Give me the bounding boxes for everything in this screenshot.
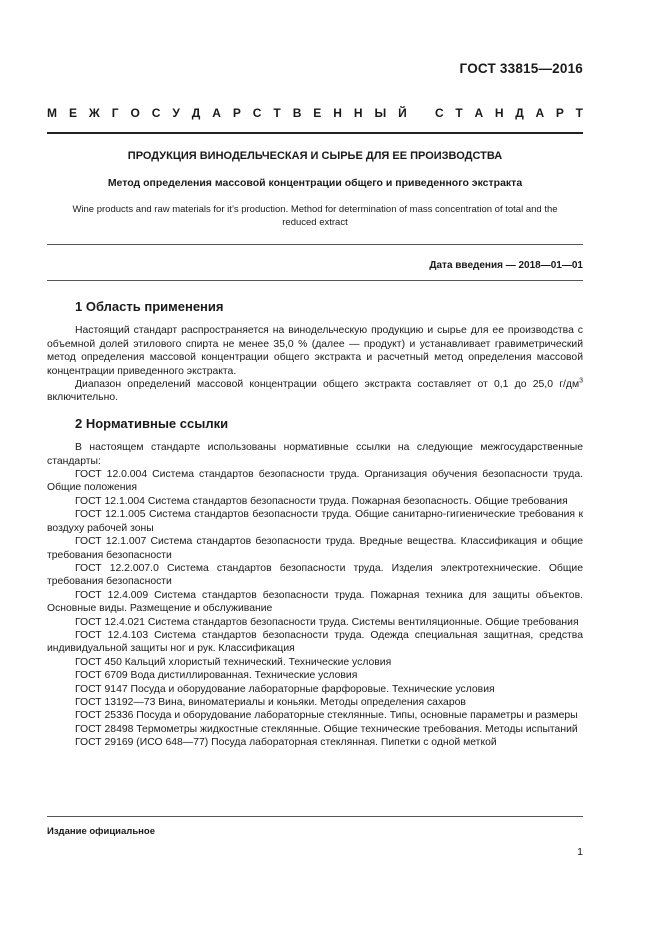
introduction-date: Дата введения — 2018—01—01 [429, 260, 583, 271]
reference-item: ГОСТ 450 Кальций хлористый технический. Технические условия [75, 656, 392, 668]
english-title [47, 203, 583, 229]
document-subtitle: Метод определения массовой концентрации общего и приведенного экстракта [107, 177, 523, 189]
english-title-line-2: reduced extract [282, 217, 348, 228]
reference-item: ГОСТ 28498 Термометры жидкостные стеклянные. Общие технические требования. Методы испытаний [75, 723, 578, 735]
scope-paragraph-2 [47, 378, 583, 405]
reference-item: ГОСТ 12.1.005 Система стандартов безопасности труда. Общие санитарно-гигиенические требования к воздуху рабочей зоны [47, 509, 583, 534]
section-2-heading: 2 Нормативные ссылки [75, 415, 229, 431]
reference-item: ГОСТ 12.1.007 Система стандартов безопасности труда. Вредные вещества. Классификация и общие требования безопасности [47, 536, 583, 561]
reference-item: ГОСТ 9147 Посуда и оборудование лабораторные фарфоровые. Технические условия [75, 683, 495, 695]
title-rule [47, 244, 583, 245]
reference-item: ГОСТ 12.2.007.0 Система стандартов безопасности труда. Изделия электротехнические. Общие требования безопасности [47, 562, 583, 588]
references-list [47, 468, 583, 750]
banner-word-standard: С Т А Н Д А Р Т [435, 106, 583, 120]
section-normative-references [47, 417, 583, 750]
reference-item: ГОСТ 12.4.103 Система стандартов безопасности труда. Одежда специальная защитная, средства индивидуальной защиты ног и рук. Классификация [47, 629, 583, 655]
reference-item: ГОСТ 6709 Вода дистиллированная. Технические условия [75, 670, 358, 682]
header-rule [47, 132, 583, 134]
unit-superscript: 3 [579, 377, 583, 385]
english-title-line-1: Wine products and raw materials for it’s production. Method for determination of mass concentration of total and the [72, 204, 558, 215]
scope-paragraph-1: Настоящий стандарт распространяется на винодельческую продукцию и сырье для ее производства с объемной долей этилового спирта не менее 35,0 % (далее — продукт) и устанавливает гравиметрический метод определения массовой концентрации общего экстракта и расчетный метод определения массовой концентрации приведенного экстракта. [47, 325, 583, 377]
document-title: ПРОДУКЦИЯ ВИНОДЕЛЬЧЕСКАЯ И СЫРЬЕ ДЛЯ ЕЕ ПРОИЗВОДСТВА [127, 150, 503, 162]
page-number: 1 [577, 846, 583, 858]
banner-word-interstate: М Е Ж Г О С У Д А Р С Т В Е Н Н Ы Й [47, 106, 407, 120]
reference-item: ГОСТ 25336 Посуда и оборудование лабораторные стеклянные. Типы, основные параметры и размеры [75, 710, 578, 722]
standard-banner [47, 106, 583, 120]
reference-item: ГОСТ 13192—73 Вина, виноматериалы и коньяки. Методы определения сахаров [75, 696, 466, 708]
reference-item: ГОСТ 12.0.004 Система стандартов безопасности труда. Организация обучения безопасности труда. Общие положения [47, 469, 583, 494]
reference-item: ГОСТ 29169 (ИСО 648—77) Посуда лабораторная стеклянная. Пипетки с одной меткой [75, 737, 497, 749]
reference-item: ГОСТ 12.4.021 Система стандартов безопасности труда. Системы вентиляционные. Общие требования [75, 616, 579, 628]
reference-item: ГОСТ 12.4.009 Система стандартов безопасности труда. Пожарная техника для защиты объектов. Основные виды. Размещение и обслуживание [47, 589, 583, 615]
edition-label: Издание официальное [47, 826, 155, 837]
document-body [47, 300, 583, 750]
date-rule [47, 280, 583, 281]
section-1-heading: 1 Область применения [75, 299, 224, 314]
footer-rule [47, 816, 583, 817]
reference-item: ГОСТ 12.1.004 Система стандартов безопасности труда. Пожарная безопасность. Общие требования [75, 495, 568, 507]
section-scope [47, 300, 583, 405]
scope-paragraph-2-end: включительно. [47, 392, 118, 404]
document-code: ГОСТ 33815—2016 [459, 61, 583, 76]
scope-paragraph-2-text: Диапазон определений массовой концентрации общего экстракта составляет от 0,1 до 25,0 г/дм [75, 379, 580, 391]
references-intro: В настоящем стандарте использованы нормативные ссылки на следующие межгосударственные стандарты: [47, 442, 583, 467]
